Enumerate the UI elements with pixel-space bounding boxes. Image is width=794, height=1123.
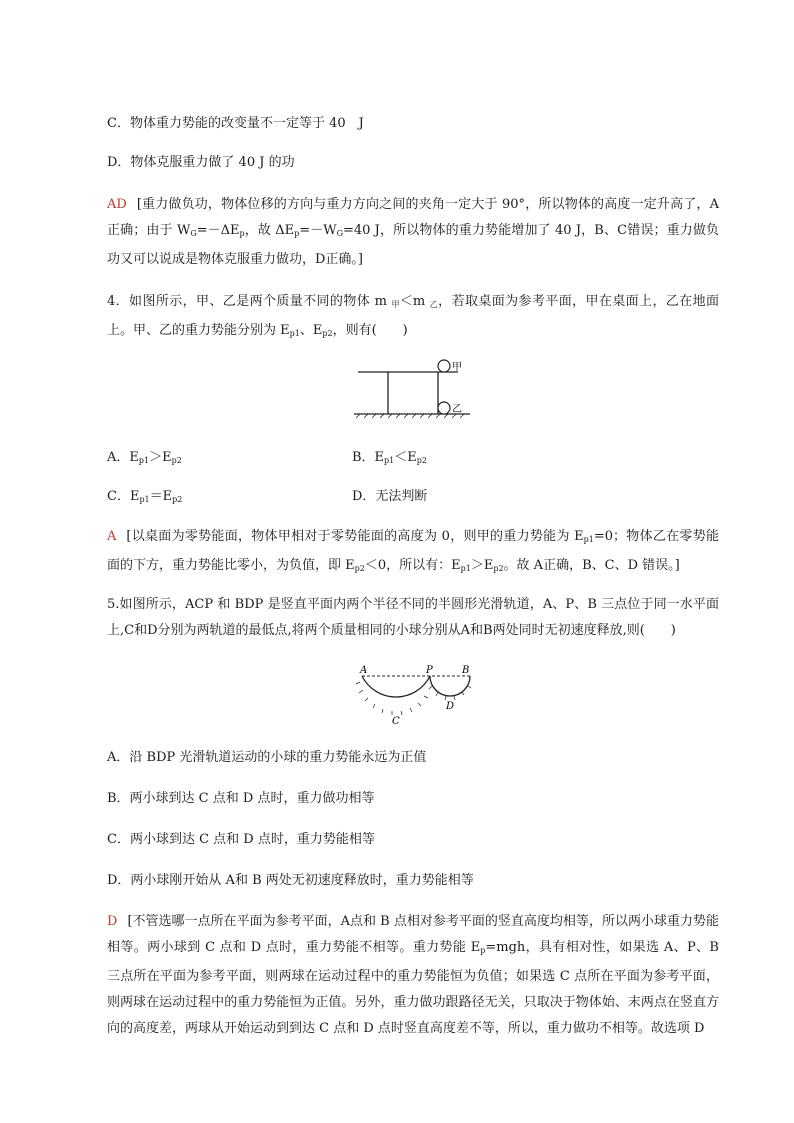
q5-stem: 5.如图所示，ACP 和 BDP 是竖直平面内两个半径不同的半圆形光滑轨道，A、P、B 三点位于同一水平面上,C和D分别为两轨道的最低点,将两个质量相同的小球分别从A和B两处同时无初速度释放,则( ) [107,597,719,638]
q4-explanation [107,524,719,582]
ball-jia [438,360,450,372]
ball-yi [438,402,450,414]
q5-option-d: D．两小球刚开始从 A和 B 两处无初速度释放时，重力势能相等 [107,873,474,888]
q5-option-c: C．两小球到达 C 点和 D 点时，重力势能相等 [107,832,375,847]
q4-stem: 4．如图所示，甲、乙是两个质量不同的物体 m $_甲$＜m $_乙$，若取桌面为参考平面，甲在桌面上，乙在地面上。甲、乙的重力势能分别为 $E_{p1}$、$E_{p2}$，则有( ) [107,294,720,338]
label-p: P [426,665,433,676]
q4-option-d: D．无法判断 [352,489,428,504]
q4-answer-key: A [107,529,117,544]
q3-explanation [107,192,719,273]
q3-option-d: D．物体克服重力做了 40 J 的功 [107,155,295,170]
q5-option-b: B．两小球到达 C 点和 D 点时，重力做功相等 [107,791,375,806]
q3-option-c: C．物体重力势能的改变量不一定等于 40 J [107,116,364,131]
label-yi: 乙 [452,404,462,415]
q3-explanation-text: [重力做负功，物体位移的方向与重力方向之间的夹角一定大于 90°，所以物体的高度一定升高了，A正确；由于 $W_G=-\Delta E_p$，故 $\Delta E_p=-W_G=40$ J，所以物体的重力势能增加了 40 J，B、C错误；重力做负功又可以说成是物体克服重力做功，D正确。] [107,197,720,267]
q4-option-c: C．$E_{p1}=E_{p2}$ [107,489,183,504]
q3-answer-key: AD [107,197,127,212]
q4-explanation-text: [以桌面为零势能面，物体甲相对于零势能面的高度为 0，则甲的重力势能为 $E_{p1}=0$；物体乙在零势能面的下方，重力势能比零小，为负值，即 $E_{p2}<0$，所以有：$E_{p1}>E_{p2}$。故 A正确，B、C、D 错误。] [107,529,719,573]
q4-option-a: A．$E_{p1}>E_{p2}$ [107,450,182,465]
label-d: D [446,701,455,712]
q4-option-b: B．$E_{p1}<E_{p2}$ [352,450,427,465]
q5-option-a: A．沿 BDP 光滑轨道运动的小球的重力势能永远为正值 [107,750,427,765]
label-c: C [392,716,400,726]
q5-explanation-text: [不管选哪一点所在平面为参考平面，A点和 B 点相对参考平面的竖直高度均相等，所以两小球重力势能相等。两小球到 C 点和 D 点时，重力势能不相等。重力势能 $E_p=mgh$，具有相对性，如果选 A、P、B 三点所在平面为参考平面，则两球在运动过程中的重力势能恒为负值；如果选 C 点所在平面为参考平面，则两球在运动过程中的重力势能恒为正值。另外，重力做功跟路径无关，只取决于物体始、末两点在竖直方向的高度差，两球从开始运动到到达 C 点和 D 点时竖直高度差不等，所以，重力做功不相等。故选项 D [107,914,719,1036]
q5-explanation [107,909,719,1042]
track-bdp [430,676,470,696]
q5-answer-key: D [107,914,118,929]
label-b: B [462,665,470,676]
label-jia: 甲 [452,362,462,373]
q5-tracks-figure [348,660,488,726]
q4-table-figure [350,356,480,422]
track-acp [362,676,430,697]
label-a: A [360,665,368,676]
